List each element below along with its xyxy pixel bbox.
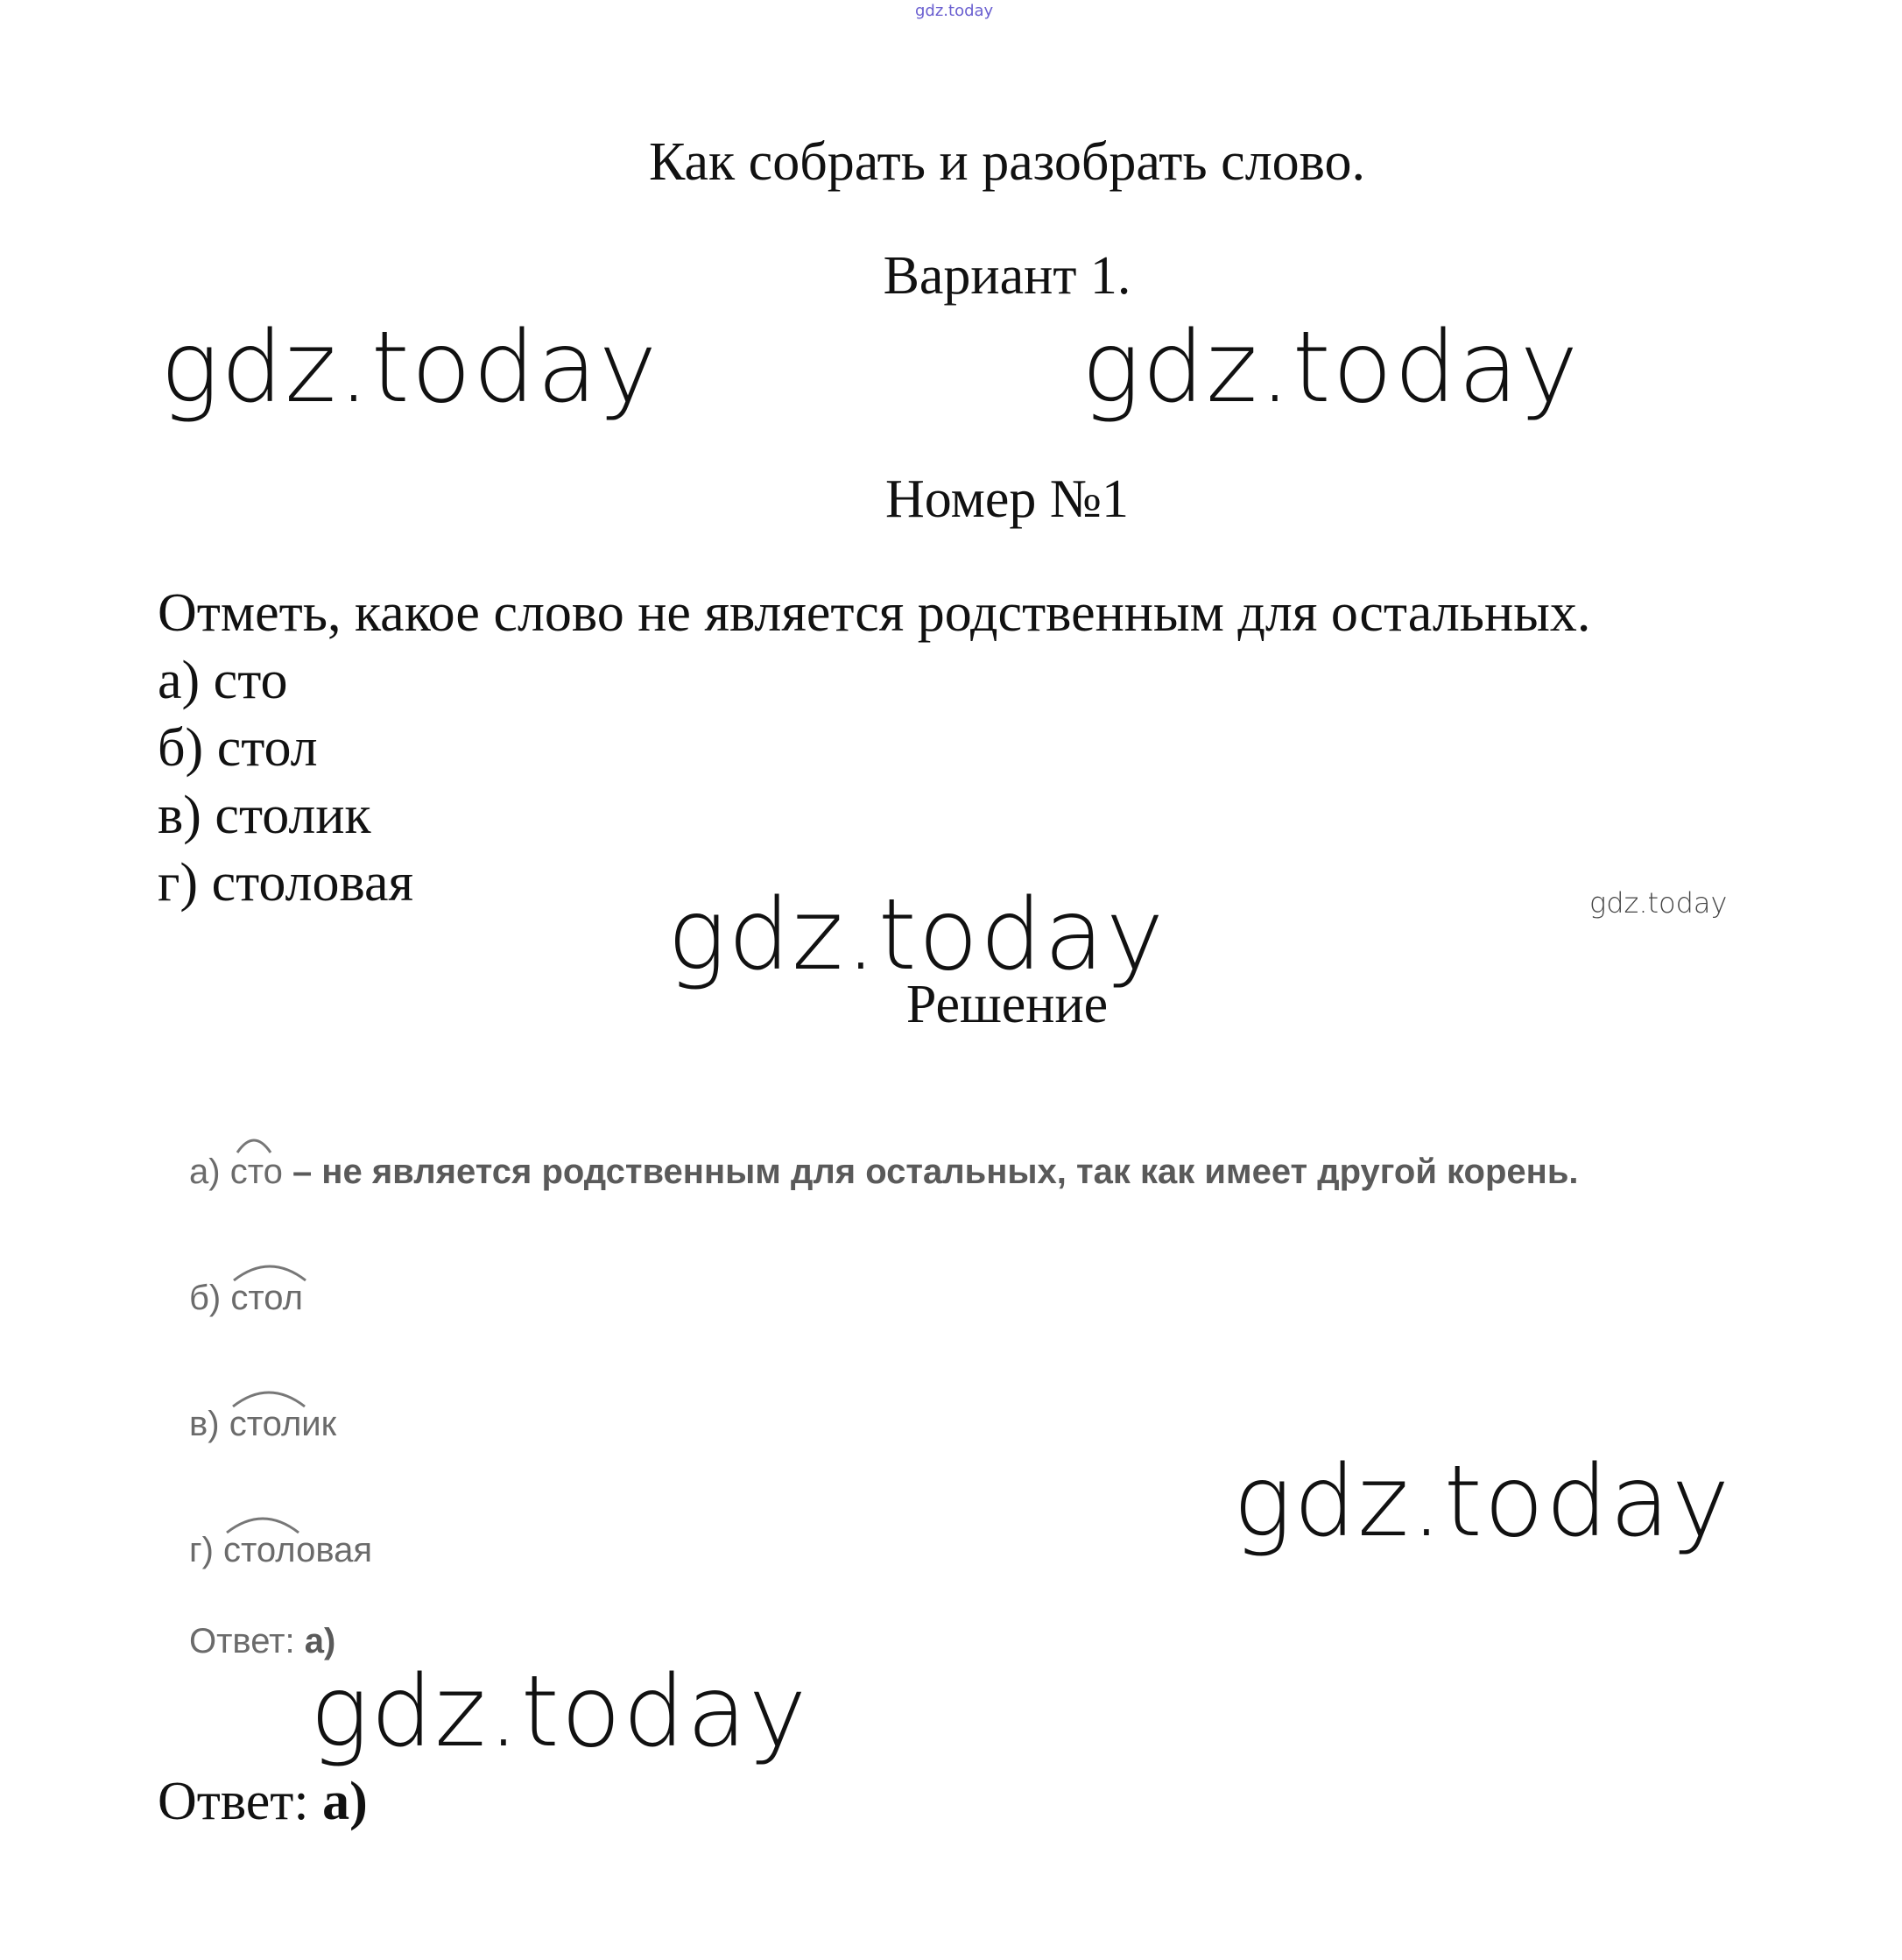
- task-question: Отметь, какое слово не является родственным для остальных.: [158, 583, 1591, 643]
- solution-line-c: [189, 1405, 336, 1444]
- task-number: Номер №1: [884, 469, 1129, 529]
- option-word: сто: [213, 651, 288, 710]
- page-title: Как собрать и разобрать слово.: [649, 132, 1365, 192]
- root-arc-icon: [234, 1130, 274, 1156]
- option-word: столик: [215, 786, 371, 845]
- solution-line-d: [189, 1531, 372, 1570]
- root-marked-word: [230, 1153, 283, 1192]
- solution-letter: а): [189, 1153, 221, 1191]
- solution-answer-label: Ответ:: [189, 1622, 295, 1660]
- variant-heading: Вариант 1.: [883, 246, 1131, 306]
- option-a: [158, 650, 287, 712]
- solution-word: стол: [230, 1279, 303, 1317]
- solution-answer-value: а): [304, 1622, 336, 1660]
- watermark: gdz.today: [1233, 1445, 1732, 1559]
- answer: [158, 1771, 368, 1833]
- option-c: [158, 785, 371, 847]
- option-letter: г): [158, 853, 199, 913]
- option-d: [158, 852, 413, 914]
- solution-line-a: [189, 1153, 1579, 1192]
- root-marked-word: [229, 1405, 336, 1444]
- answer-value: а): [322, 1772, 368, 1831]
- option-b: [158, 717, 318, 779]
- answer-label: Ответ:: [158, 1772, 309, 1831]
- watermark-small: gdz.today: [1589, 886, 1728, 920]
- watermark: gdz.today: [1081, 311, 1581, 425]
- option-letter: б): [158, 718, 204, 778]
- option-word: столовая: [211, 853, 413, 913]
- solution-note: – не является родственным для остальных, так как имеет другой корень.: [282, 1153, 1579, 1191]
- solution-letter: б): [189, 1279, 222, 1317]
- solution-word: сто: [229, 1153, 283, 1191]
- root-arc-icon: [230, 1258, 309, 1284]
- solution-word: столовая: [223, 1531, 373, 1569]
- root-arc-icon: [229, 1384, 308, 1410]
- solution-heading: Решение: [905, 975, 1109, 1034]
- solution-word: столик: [229, 1405, 337, 1443]
- option-word: стол: [216, 718, 318, 778]
- solution-line-b: [189, 1279, 303, 1318]
- watermark: gdz.today: [160, 311, 659, 425]
- root-marked-word: [223, 1531, 372, 1570]
- solution-letter: г): [189, 1531, 214, 1569]
- watermark: gdz.today: [667, 878, 1166, 992]
- solution-letter: в): [189, 1405, 220, 1443]
- root-marked-word: [230, 1279, 303, 1318]
- option-letter: а): [158, 651, 201, 710]
- watermark: gdz.today: [310, 1655, 809, 1769]
- top-watermark: gdz.today: [915, 2, 994, 20]
- root-arc-icon: [223, 1510, 302, 1536]
- option-letter: в): [158, 786, 201, 845]
